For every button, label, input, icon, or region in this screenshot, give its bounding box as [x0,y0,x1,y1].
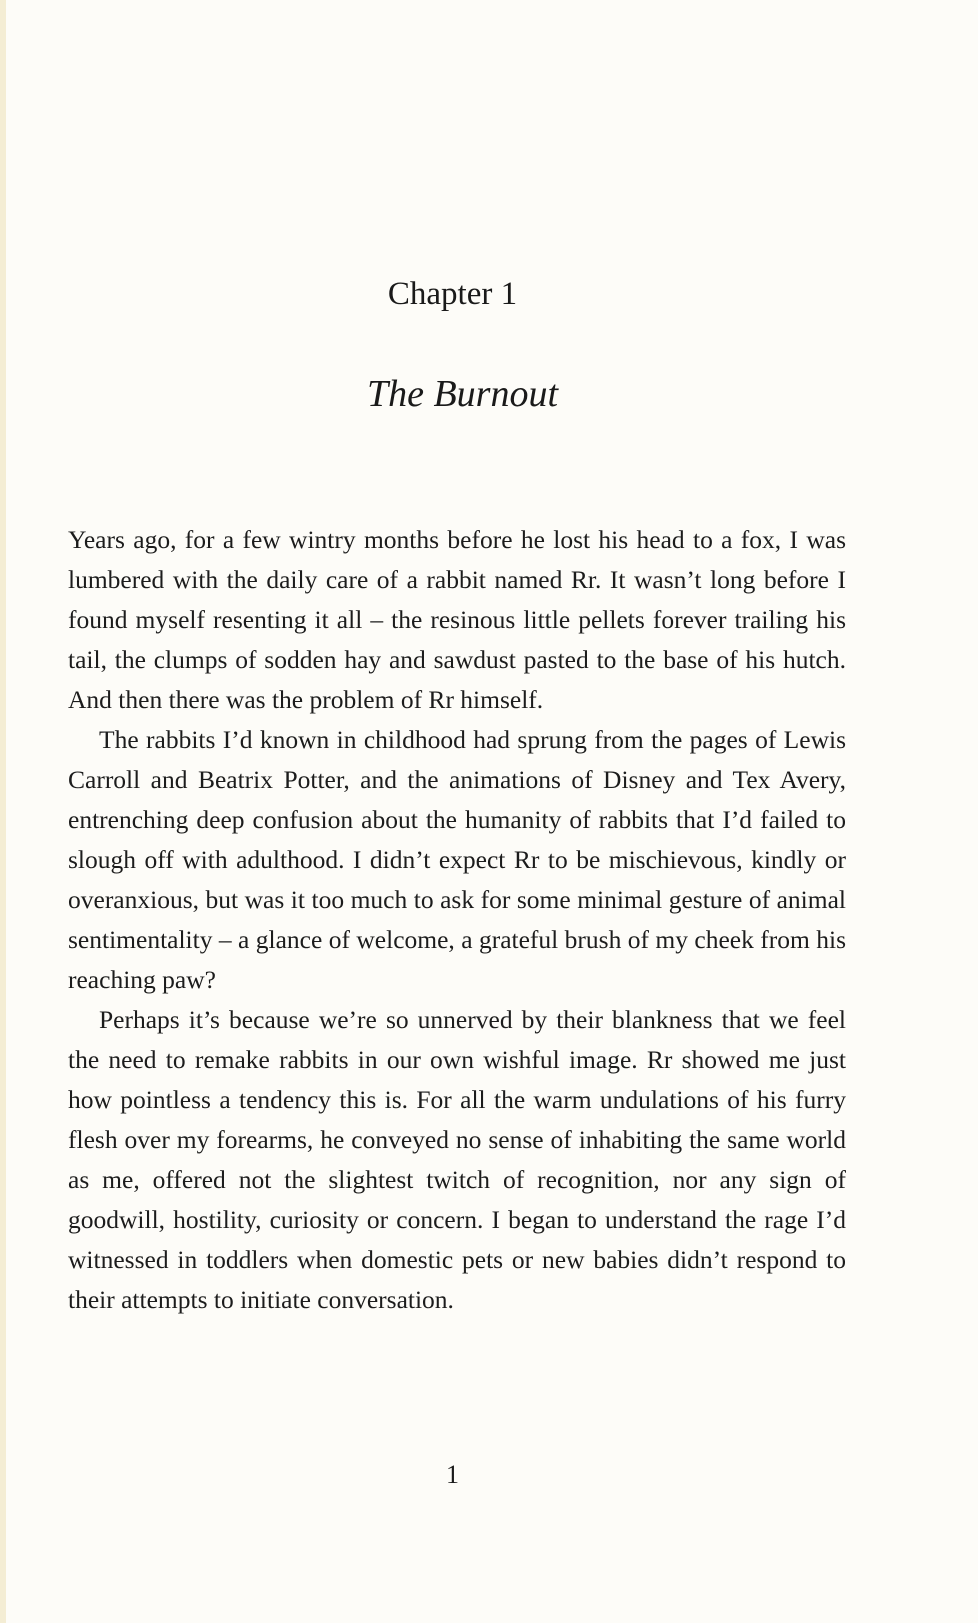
chapter-label: Chapter 1 [387,276,518,312]
page-number: 1 [446,1460,459,1489]
paragraph-3: Perhaps it’s because we’re so unnerved by their blankness that we feel the need to remake rabbits in our own wishful image. Rr showed me just how pointless a tendency this is. For all the warm undulations of his furry flesh over my forearms, he conveyed no sense of inhabiting the same world as me, offered not the slightest twitch of recognition, nor any sign of goodwill, hostility, curiosity or concern. I began to understand the rage I’d witnessed in toddlers when domestic pets or new babies didn’t respond to their attempts to initiate conversation. [68,1005,846,1314]
paragraph-1: Years ago, for a few wintry months before he lost his head to a fox, I was lumbered with the daily care of a rabbit named Rr. It wasn’t long before I found myself resenting it all – the resinous little pellets forever trailing his tail, the clumps of sodden hay and sawdust pasted to the base of his hutch. And then there was the problem of Rr himself. [68,525,846,714]
chapter-body [68,520,846,1320]
paragraph-2: The rabbits I’d known in childhood had sprung from the pages of Lewis Carroll and Beatrix Potter, and the animations of Disney and Tex Avery, entrenching deep confusion about the humanity of rabbits that I’d failed to slough off with adulthood. I didn’t expect Rr to be mischievous, kindly or overanxious, but was it too much to ask for some minimal gesture of animal sentimentality – a glance of welcome, a grateful brush of my cheek from his reaching paw? [68,725,846,994]
page-edge [0,0,6,1623]
chapter-title: The Burnout [366,373,559,415]
